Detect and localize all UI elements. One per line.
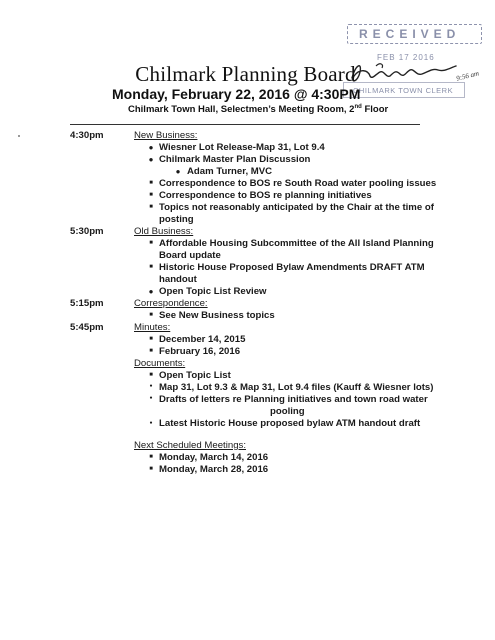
list-item: Wiesner Lot Release-Map 31, Lot 9.4 (159, 142, 325, 153)
list-item: Open Topic List (159, 370, 231, 381)
meeting-datetime: Monday, February 22, 2016 @ 4:30PM (112, 86, 361, 102)
handwritten-time: 9:56 am (455, 69, 480, 83)
heading-new-business: New Business: (134, 130, 198, 141)
bullet-round-icon: ● (148, 143, 154, 152)
list-item: See New Business topics (159, 310, 275, 321)
stamp-received-text: RECEIVED (359, 27, 461, 41)
time-minutes: 5:45pm (70, 322, 104, 333)
bullet-round-icon: ● (148, 287, 154, 296)
bullet-round-icon: ● (148, 155, 154, 164)
heading-next-meetings: Next Scheduled Meetings: (134, 440, 246, 451)
list-item-continued: pooling (270, 406, 305, 417)
document-title (0, 62, 495, 87)
bullet-square-icon: ■ (149, 336, 153, 342)
heading-correspondence: Correspondence: (134, 298, 208, 309)
title-text: Chilmark Planning Board (135, 62, 356, 86)
bullet-square-icon: ■ (149, 180, 153, 186)
bullet-square-icon: ■ (149, 204, 153, 210)
bullet-square-icon: ■ (149, 264, 153, 270)
list-item: Open Topic List Review (159, 286, 267, 297)
list-item: December 14, 2015 (159, 334, 246, 345)
bullet-square-icon: ■ (149, 372, 153, 378)
list-item: Topics not reasonably anticipated by the Chair at the time of (159, 202, 434, 213)
bullet-square-icon: ■ (149, 240, 153, 246)
list-item: Latest Historic House proposed bylaw ATM handout draft (159, 418, 421, 429)
meeting-location (128, 104, 388, 115)
list-item: Correspondence to BOS re planning initiatives (159, 190, 372, 201)
list-item-continued: posting (159, 214, 194, 225)
bullet-round-icon: ● (175, 167, 181, 176)
heading-minutes: Minutes: (134, 322, 171, 333)
list-item: Adam Turner, MVC (187, 166, 273, 177)
location-main: Chilmark Town Hall, Selectmen’s Meeting Room, 2 (128, 104, 355, 116)
list-item: Historic House Proposed Bylaw Amendments DRAFT ATM (159, 262, 425, 273)
bullet-square-icon: ■ (149, 454, 153, 460)
stamp-date: FEB 17 2016 (377, 53, 435, 62)
list-item: February 16, 2016 (159, 346, 241, 357)
stamp-clerk: CHILMARK TOWN CLERK (353, 86, 454, 95)
time-old-business: 5:30pm (70, 226, 104, 237)
margin-mark (18, 135, 20, 137)
list-item: Monday, March 28, 2016 (159, 464, 269, 475)
list-item-continued: Board update (159, 250, 221, 261)
header-divider (70, 124, 420, 125)
list-item: Map 31, Lot 9.3 & Map 31, Lot 9.4 files (Kauff & Wiesner lots) (159, 382, 434, 393)
bullet-square-icon: ■ (149, 312, 153, 318)
time-correspondence: 5:15pm (70, 298, 104, 309)
bullet-square-icon: ■ (149, 466, 153, 472)
bullet-dot-icon: ● (149, 395, 153, 401)
heading-old-business: Old Business: (134, 226, 194, 237)
heading-documents: Documents: (134, 358, 186, 369)
list-item: Correspondence to BOS re South Road water pooling issues (159, 178, 437, 189)
list-item-continued: handout (159, 274, 197, 285)
list-item: Drafts of letters re Planning initiatives and town road water (159, 394, 428, 405)
location-ordinal: nd (354, 104, 362, 110)
location-tail: Floor (361, 104, 389, 116)
list-item: Affordable Housing Subcommittee of the All Island Planning (159, 238, 434, 249)
bullet-square-icon: ■ (149, 192, 153, 198)
bullet-square-icon: ■ (149, 348, 153, 354)
time-new-business: 4:30pm (70, 130, 104, 141)
bullet-dot-icon: ● (149, 420, 153, 426)
bullet-dot-icon: ● (149, 383, 153, 389)
list-item: Monday, March 14, 2016 (159, 452, 269, 463)
list-item: Chilmark Master Plan Discussion (159, 154, 311, 165)
